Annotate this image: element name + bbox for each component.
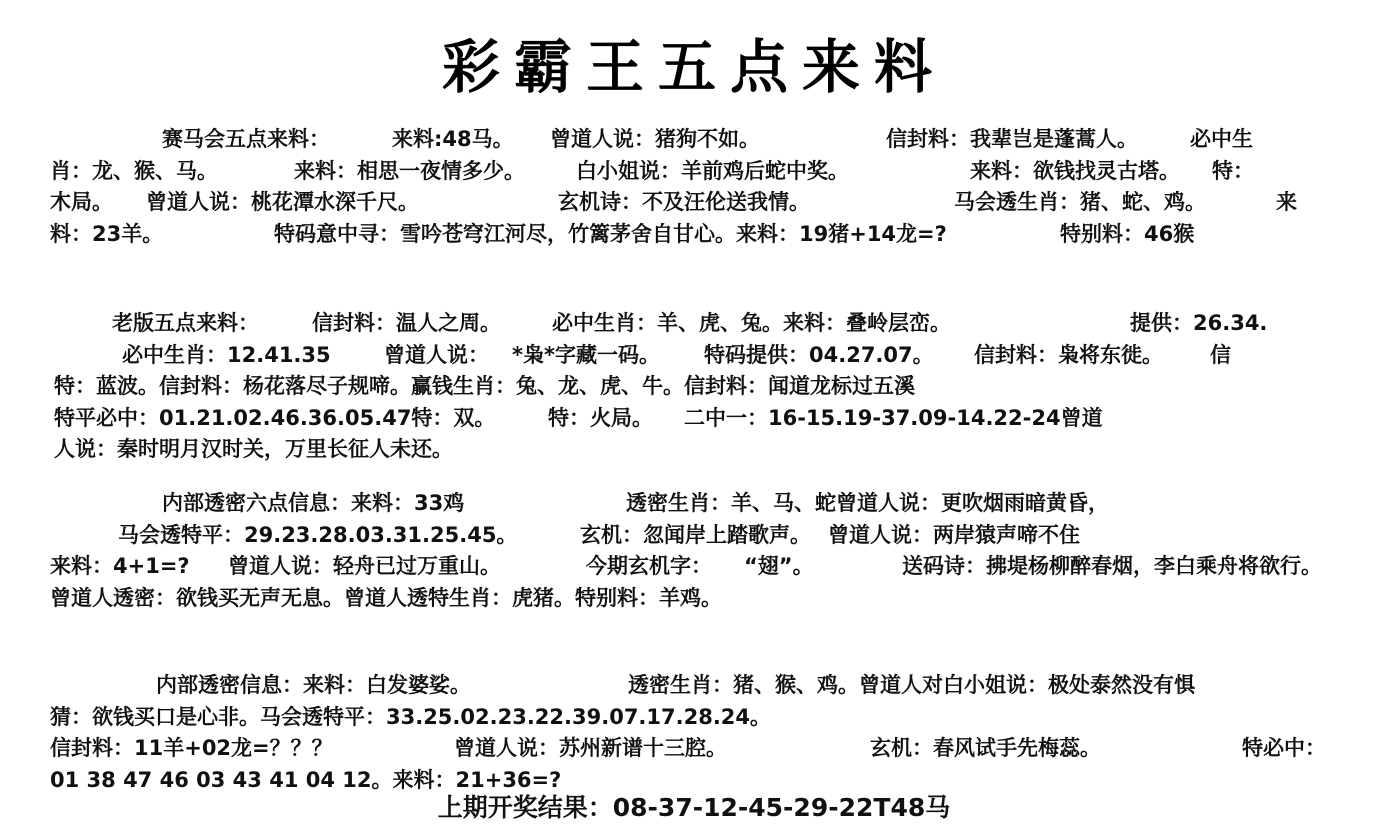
text-segment: 特：火局。 <box>548 405 653 430</box>
text-segment: 肖：龙、猴、马。 <box>50 158 218 183</box>
text-line <box>50 702 1380 734</box>
text-segment: 必中生 <box>1190 127 1253 151</box>
text-segment: 今期玄机字： <box>586 554 712 578</box>
text-segment: 信 <box>1210 342 1231 367</box>
text-line <box>50 403 1380 435</box>
text-segment: 提供：26.34. <box>1130 311 1268 335</box>
section-neibu-xinxi <box>50 670 1380 796</box>
text-segment: 猜：欲钱买口是心非。马会透特平：33.25.02.23.22.39.07.17.28.24。 <box>50 704 772 729</box>
text-segment: 来料:48马。 <box>392 127 514 151</box>
text-segment: 料：23羊。 <box>50 221 164 246</box>
text-segment: 木局。 <box>50 190 113 214</box>
text-segment: 曾道人说： <box>384 342 489 367</box>
text-segment: 信封料：温人之周。 <box>312 311 501 335</box>
text-line <box>50 371 1380 403</box>
text-line <box>50 434 1380 466</box>
section-laoban <box>50 308 1380 466</box>
text-segment: 来料：欲钱找灵古塔。 <box>970 158 1180 183</box>
text-segment: 信封料：枭将东徙。 <box>974 342 1163 367</box>
text-segment: 特： <box>1212 158 1254 183</box>
text-segment: 曾道人透密：欲钱买无声无息。曾道人透特生肖：虎猪。特别料：羊鸡。 <box>50 585 722 610</box>
text-segment: *枭*字藏一码。 <box>512 342 660 367</box>
text-segment: 马会透生肖：猪、蛇、鸡。 <box>954 190 1206 214</box>
text-segment: 特码意中寻：雪吟苍穹江河尽，竹篱茅舍自甘心。来料：19猪+14龙=? <box>274 221 947 246</box>
text-segment: 玄机诗：不及汪伦送我情。 <box>558 190 810 214</box>
text-segment: 马会透特平：29.23.28.03.31.25.45。 <box>118 522 518 547</box>
text-segment: 内部透密信息：来料：白发婆娑。 <box>156 673 471 697</box>
section-saimahui <box>50 124 1380 250</box>
text-segment: 来料：4+1=? <box>50 554 190 578</box>
text-segment: 必中生肖：12.41.35 <box>122 342 331 367</box>
text-segment: 人说：秦时明月汉时关，万里长征人未还。 <box>54 437 453 461</box>
text-line <box>50 551 1380 583</box>
text-segment: 来料：相思一夜情多少。 <box>294 158 525 183</box>
text-segment: 曾道人说：轻舟已过万重山。 <box>228 554 501 578</box>
text-segment: 白小姐说：羊前鸡后蛇中奖。 <box>576 158 849 183</box>
section-neibu-liudian <box>50 488 1380 614</box>
text-segment: 透密生肖：羊、马、蛇曾道人说：更吹烟雨暗黄昏， <box>626 491 1109 515</box>
text-segment: 来 <box>1276 190 1297 214</box>
text-line <box>50 733 1380 765</box>
text-segment: 特：蓝波。信封料：杨花落尽子规啼。赢钱生肖：兔、龙、虎、牛。信封料：闻道龙标过五溪 <box>54 374 915 398</box>
page-title: 彩霸王五点来料 <box>441 33 946 101</box>
text-segment: 信封料：11羊+02龙=？？？ <box>50 736 333 760</box>
text-segment: 二中一：16-15.19-37.09-14.22-24曾道 <box>684 405 1103 430</box>
text-segment: 特必中： <box>1242 736 1326 760</box>
text-segment: “翅”。 <box>744 554 814 578</box>
last-draw-result: 上期开奖结果：08-37-12-45-29-22T48马 <box>437 793 951 822</box>
text-segment: 特码提供：04.27.07。 <box>704 342 934 367</box>
text-segment: 老版五点来料： <box>112 311 259 335</box>
text-segment: 必中生肖：羊、虎、兔。来料：叠岭层峦。 <box>552 311 951 335</box>
text-segment: 送码诗：拂堤杨柳醉春烟，李白乘舟将欲行。 <box>902 554 1322 578</box>
text-segment: 信封料：我辈岂是蓬蒿人。 <box>886 127 1138 151</box>
text-segment: 玄机：春风试手先梅蕊。 <box>870 736 1101 760</box>
text-line <box>50 488 1380 520</box>
text-line <box>50 583 1380 615</box>
text-segment: 玄机：忽闻岸上踏歌声。 <box>580 522 811 547</box>
text-segment: 曾道人说：桃花潭水深千尺。 <box>146 190 419 214</box>
text-segment: 特别料：46猴 <box>1060 221 1195 246</box>
text-segment: 01 38 47 46 03 43 41 04 12。来料：21+36=? <box>50 767 562 792</box>
text-segment: 赛马会五点来料： <box>162 127 330 151</box>
text-line <box>50 219 1380 251</box>
text-line <box>50 670 1380 702</box>
text-line <box>50 124 1380 156</box>
text-line <box>50 340 1380 372</box>
text-segment: 透密生肖：猪、猴、鸡。曾道人对白小姐说：极处泰然没有惧 <box>628 673 1195 697</box>
text-segment: 特平必中：01.21.02.46.36.05.47特：双。 <box>54 405 496 430</box>
text-line <box>50 308 1380 340</box>
text-line <box>50 156 1380 188</box>
text-segment: 曾道人说：苏州新谱十三腔。 <box>454 736 727 760</box>
text-segment: 曾道人说：两岸猿声啼不住 <box>828 522 1080 547</box>
text-line <box>50 520 1380 552</box>
text-segment: 曾道人说：猪狗不如。 <box>550 127 760 151</box>
text-segment: 内部透密六点信息：来料：33鸡 <box>162 491 465 515</box>
text-line <box>50 187 1380 219</box>
